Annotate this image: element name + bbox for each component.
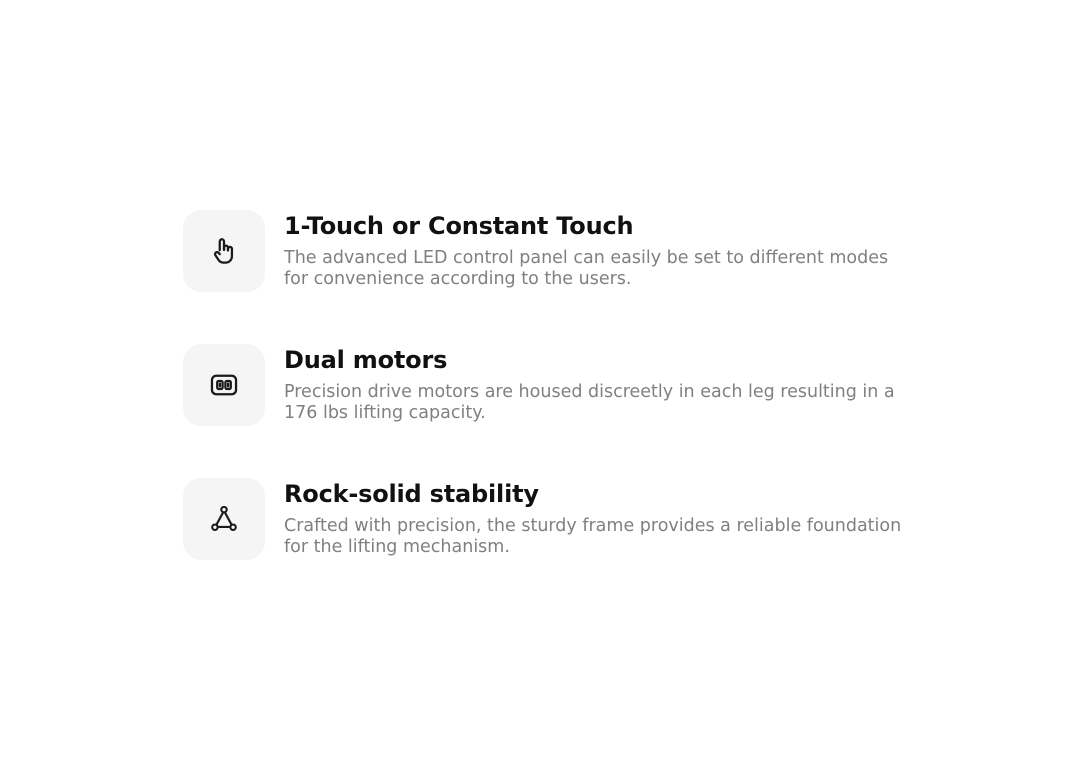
feature-item-stability bbox=[183, 478, 943, 560]
hand-touch-icon-tile bbox=[183, 210, 265, 292]
dual-motor-icon-tile bbox=[183, 344, 265, 426]
feature-item-one-touch bbox=[183, 210, 943, 292]
feature-description: Crafted with precision, the sturdy frame provides a reliable foundation for the lifting mechanism. bbox=[284, 515, 902, 558]
feature-description: The advanced LED control panel can easily be set to different modes for convenience according to the users. bbox=[284, 247, 889, 290]
feature-list bbox=[183, 210, 943, 560]
feature-text-block bbox=[284, 210, 904, 290]
feature-title: Rock-solid stability bbox=[284, 480, 539, 508]
feature-text-block bbox=[284, 478, 904, 558]
dual-motor-icon bbox=[207, 368, 241, 402]
triangle-stability-icon-tile bbox=[183, 478, 265, 560]
feature-description: Precision drive motors are housed discreetly in each leg resulting in a 176 lbs lifting capacity. bbox=[284, 381, 895, 424]
feature-text-block bbox=[284, 344, 904, 424]
feature-item-dual-motors bbox=[183, 344, 943, 426]
feature-title: 1-Touch or Constant Touch bbox=[284, 212, 634, 240]
hand-touch-icon bbox=[207, 234, 241, 268]
triangle-stability-icon bbox=[207, 502, 241, 536]
feature-title: Dual motors bbox=[284, 346, 448, 374]
